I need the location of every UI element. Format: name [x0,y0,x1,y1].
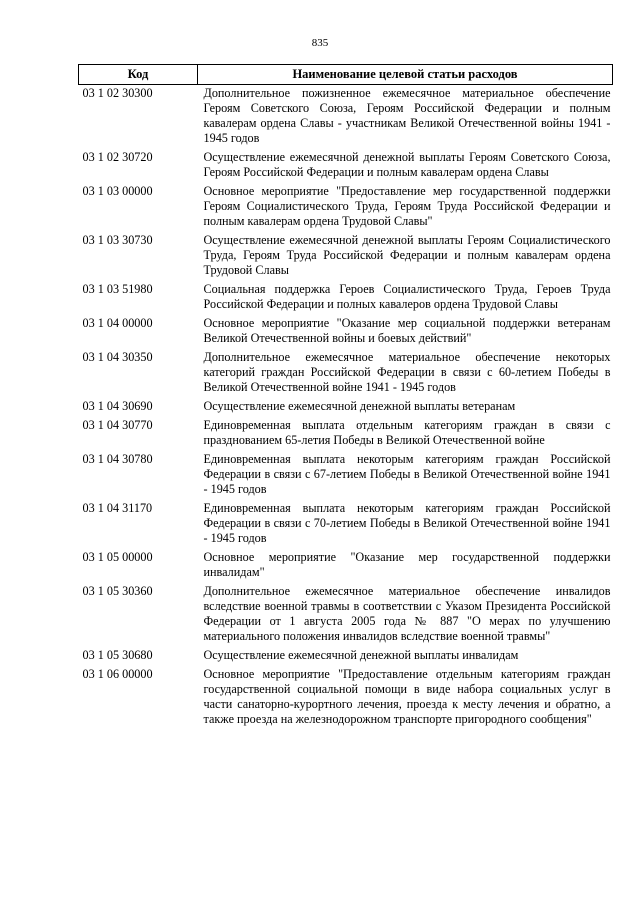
row-code: 03 1 05 30360 [82,584,153,598]
row-code: 03 1 02 30300 [82,86,153,100]
row-name: Осуществление ежемесячной денежной выплаты ветеранам [203,399,516,413]
row-name: Единовременная выплата некоторым категориям граждан Российской Федерации в связи с 70-летием Победы в Великой Отечественной войне 1941 - 1945 годов [203,501,611,545]
table-row [79,550,613,584]
table-row [79,350,613,399]
header-code: Код [79,65,198,85]
row-code: 03 1 04 00000 [82,316,153,330]
row-name: Единовременная выплата отдельным категориям граждан в связи с празднованием 65-летия Победы в Великой Отечественной войне [203,418,611,447]
table-row [79,418,613,452]
row-name: Дополнительное ежемесячное материальное обеспечение некоторых категорий граждан Российской Федерации в связи с 60-летием Победы в Великой Отечественной войне 1941 - 1945 годов [203,350,611,394]
table-row [79,648,613,667]
table-row [79,399,613,418]
row-name: Социальная поддержка Героев Социалистического Труда, Героев Труда Российской Федерации и полных кавалеров ордена Трудовой Славы [203,282,611,311]
row-name: Основное мероприятие "Оказание мер государственной поддержки инвалидам" [203,550,611,579]
table-row [79,667,613,731]
row-code: 03 1 04 30770 [82,418,153,432]
row-name: Единовременная выплата некоторым категориям граждан Российской Федерации в связи с 67-летием Победы в Великой Отечественной войне 1941 - 1945 годов [203,452,611,496]
row-code: 03 1 04 30690 [82,399,153,413]
table-header [79,65,613,85]
row-name: Осуществление ежемесячной денежной выплаты инвалидам [203,648,519,662]
row-code: 03 1 05 00000 [82,550,153,564]
row-code: 03 1 05 30680 [82,648,153,662]
row-name: Основное мероприятие "Оказание мер социальной поддержки ветеранам Великой Отечественной войны и боевых действий" [203,316,611,345]
row-name: Осуществление ежемесячной денежной выплаты Героям Социалистического Труда, Героям Труда Российской Федерации и полным кавалерам ордена Трудовой Славы [203,233,611,277]
table-row [79,184,613,233]
table-row [79,316,613,350]
table-row [79,501,613,550]
row-name: Основное мероприятие "Предоставление отдельным категориям граждан государственной социальной помощи в виде набора социальных услуг в части санаторно-курортного лечения, проезда к месту лечения и обратно, а также проезда на железнодорожном транспорте пригородного сообщения" [203,667,611,726]
table-row [79,584,613,648]
row-code: 03 1 03 30730 [82,233,153,247]
row-name: Дополнительное пожизненное ежемесячное материальное обеспечение Героям Советского Союза, Героям Российской Федерации и полным кавалерам ордена Славы - участникам Великой Отечественной войны 1941 - 1945 годов [203,86,611,145]
row-code: 03 1 03 00000 [82,184,153,198]
row-code: 03 1 02 30720 [82,150,153,164]
row-name: Основное мероприятие "Предоставление мер государственной поддержки Героям Социалистического Труда, Героям Труда Российской Федерации и полным кавалерам ордена Трудовой Славы" [203,184,611,228]
table-body [79,85,613,732]
row-code: 03 1 03 51980 [82,282,153,296]
header-name: Наименование целевой статьи расходов [198,65,613,85]
row-name: Дополнительное ежемесячное материальное обеспечение инвалидов вследствие военной травмы в соответствии с Указом Президента Российской Федерации от 1 августа 2005 года № 887 "О мерах по улучшению материального положения инвалидов вследствие военной травмы" [203,584,611,643]
row-code: 03 1 04 30780 [82,452,153,466]
page-number: 835 [311,37,329,49]
table-row [79,282,613,316]
row-code: 03 1 06 00000 [82,667,153,681]
target-articles-table [78,64,613,731]
table-row [79,233,613,282]
row-code: 03 1 04 30350 [82,350,153,364]
table-row [79,150,613,184]
row-code: 03 1 04 31170 [82,501,153,515]
header-row [79,65,613,85]
row-name: Осуществление ежемесячной денежной выплаты Героям Советского Союза, Героям Российской Федерации и полным кавалерам ордена Славы [203,150,611,179]
table-row [79,85,613,151]
table-row [79,452,613,501]
